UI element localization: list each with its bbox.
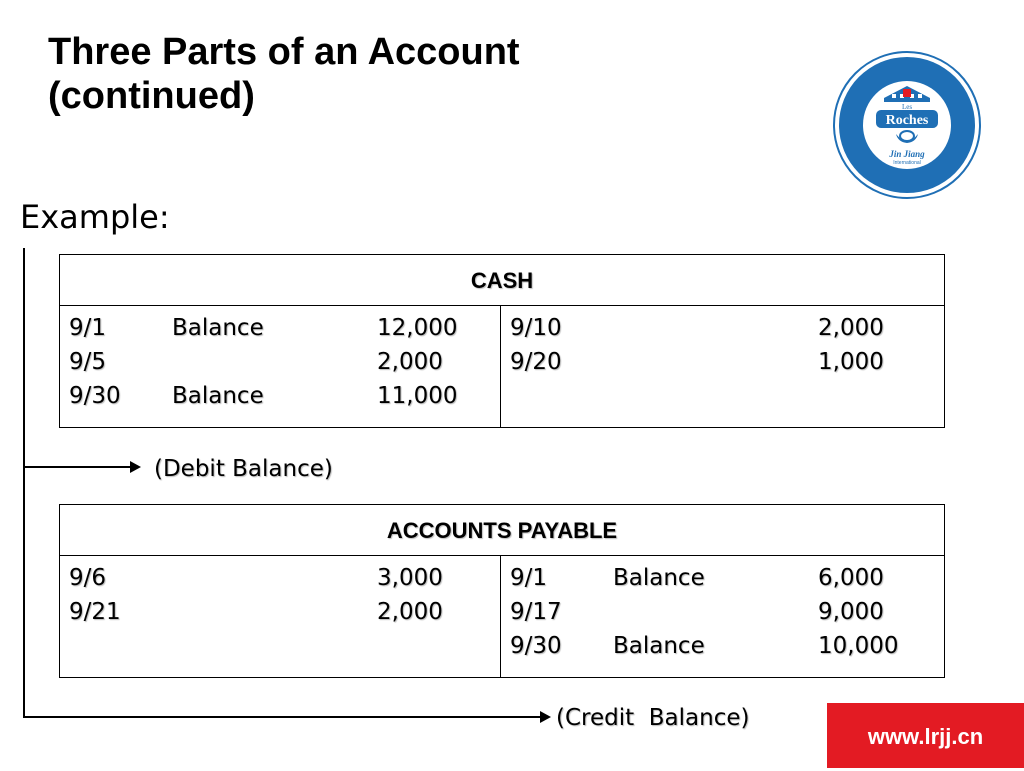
cash-debit-row <box>60 383 500 417</box>
svg-text:Roches: Roches <box>885 113 929 128</box>
svg-text:Jin Jiang: Jin Jiang <box>889 149 925 159</box>
entry-amount: 1,000 <box>818 349 884 375</box>
entry-date: 9/1 <box>510 565 548 591</box>
cash-debit-column <box>60 315 500 417</box>
entry-date: 9/20 <box>510 349 562 375</box>
cash-credit-column <box>501 315 944 383</box>
svg-text:International: International <box>893 160 921 166</box>
connector-vertical <box>23 248 25 718</box>
entry-desc: Balance <box>172 383 264 409</box>
website-banner[interactable] <box>827 703 1024 768</box>
entry-date: 9/10 <box>510 315 562 341</box>
cash-debit-row <box>60 349 500 383</box>
entry-amount: 9,000 <box>818 599 884 625</box>
entry-date: 9/1 <box>69 315 107 341</box>
payable-credit-column <box>501 565 944 667</box>
payable-debit-row <box>60 565 500 599</box>
cash-t-account <box>59 254 945 428</box>
payable-header: ACCOUNTS PAYABLE <box>60 505 944 556</box>
arrow-head-debit <box>130 461 141 473</box>
les-roches-logo <box>832 50 982 200</box>
entry-amount: 12,000 <box>377 315 458 341</box>
entry-desc: Balance <box>172 315 264 341</box>
payable-credit-row <box>501 633 944 667</box>
svg-text:Les: Les <box>901 103 913 111</box>
cash-credit-row <box>501 315 944 349</box>
accounts-payable-t-account <box>59 504 945 678</box>
entry-date: 9/21 <box>69 599 121 625</box>
example-label: Example: <box>20 198 170 236</box>
entry-amount: 6,000 <box>818 565 884 591</box>
entry-amount: 2,000 <box>818 315 884 341</box>
entry-amount: 3,000 <box>377 565 443 591</box>
entry-date: 9/6 <box>69 565 107 591</box>
payable-debit-column <box>60 565 500 633</box>
credit-balance-label: (Credit Balance) <box>556 705 750 731</box>
connector-to-credit <box>23 716 543 718</box>
entry-amount: 11,000 <box>377 383 458 409</box>
payable-credit-row <box>501 565 944 599</box>
connector-to-debit <box>23 466 133 468</box>
arrow-head-credit <box>540 711 551 723</box>
debit-balance-label: (Debit Balance) <box>154 456 333 482</box>
website-link[interactable]: www.lrjj.cn <box>867 724 984 749</box>
payable-credit-row <box>501 599 944 633</box>
entry-date: 9/30 <box>510 633 562 659</box>
entry-amount: 2,000 <box>377 349 443 375</box>
entry-amount: 10,000 <box>818 633 899 659</box>
entry-date: 9/17 <box>510 599 562 625</box>
entry-desc: Balance <box>613 633 705 659</box>
slide-title <box>48 30 520 118</box>
entry-date: 9/5 <box>69 349 107 375</box>
title-line-2: (continued) <box>48 75 255 117</box>
cash-debit-row <box>60 315 500 349</box>
entry-desc: Balance <box>613 565 705 591</box>
payable-debit-row <box>60 599 500 633</box>
cash-header: CASH <box>60 255 944 306</box>
cash-credit-row <box>501 349 944 383</box>
title-line-1: Three Parts of an Account <box>48 31 520 73</box>
entry-date: 9/30 <box>69 383 121 409</box>
entry-amount: 2,000 <box>377 599 443 625</box>
